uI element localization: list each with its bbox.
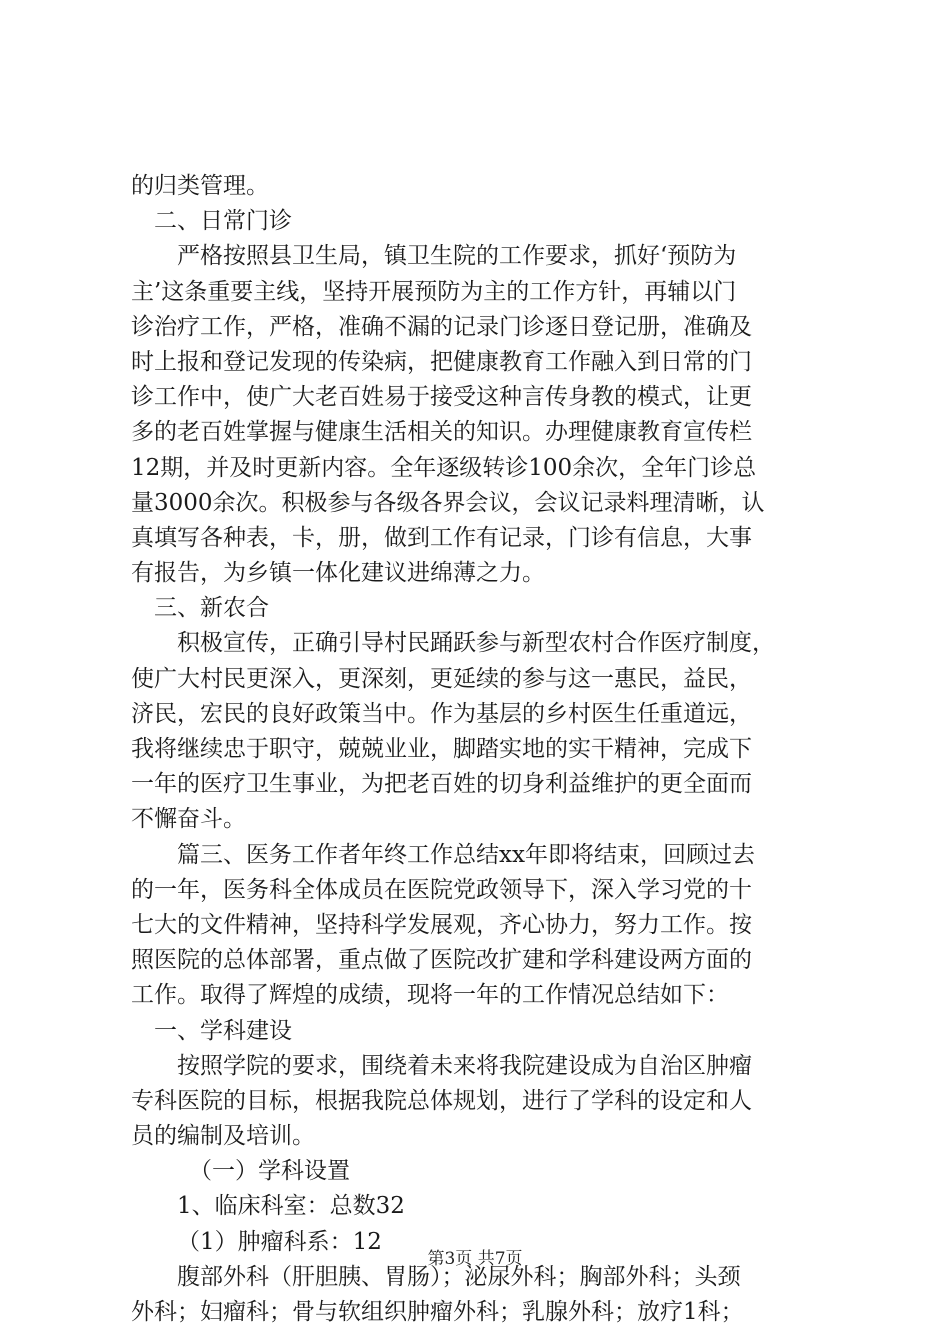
- list-item: 1、临床科室：总数32: [177, 1193, 405, 1220]
- body-line: 的归类管理。: [131, 173, 269, 199]
- paragraph-first-line: 腹部外科（肝胆胰、胃肠）；泌尿外科；胸部外科；头颈: [177, 1263, 741, 1290]
- page-number-footer: 第3页 共7页: [427, 1249, 523, 1269]
- body-line: 我将继续忠于职守，兢兢业业，脚踏实地的实干精神，完成下: [131, 736, 752, 762]
- body-line: 诊治疗工作，严格，准确不漏的记录门诊逐日登记册，准确及: [131, 313, 752, 340]
- body-line: 量3000余次。积极参与各级各界会议，会议记录料理清晰，认: [131, 489, 765, 516]
- body-line: 主’这条重要主线，坚持开展预防为主的工作方针，再辅以门: [131, 278, 737, 305]
- body-line: 12期，并及时更新内容。全年逐级转诊100余次，全年门诊总: [131, 454, 757, 481]
- document-body: [131, 169, 831, 1330]
- body-line: 多的老百姓掌握与健康生活相关的知识。办理健康教育宣传栏: [131, 419, 752, 446]
- paragraph-first-line: 积极宣传，正确引导村民踊跃参与新型农村合作医疗制度，: [177, 630, 775, 657]
- paragraph-first-line: 严格按照县卫生局，镇卫生院的工作要求，抓好‘预防为: [177, 243, 737, 270]
- body-line: 诊工作中，使广大老百姓易于接受这种言传身教的模式，让更: [131, 384, 752, 411]
- body-line: 时上报和登记发现的传染病，把健康教育工作融入到日常的门: [131, 348, 752, 375]
- body-line: 一年的医疗卫生事业，为把老百姓的切身利益维护的更全面而: [131, 771, 752, 798]
- section-heading: 三、新农合: [154, 595, 269, 622]
- body-line: 员的编制及培训。: [131, 1123, 315, 1150]
- body-line: 有报告，为乡镇一体化建议进绵薄之力。: [131, 560, 545, 587]
- body-line: 不懈奋斗。: [131, 806, 246, 833]
- paragraph-first-line: 篇三、医务工作者年终工作总结xx年即将结束，回顾过去: [177, 841, 755, 868]
- paragraph-first-line: 按照学院的要求，围绕着未来将我院建设成为自治区肿瘤: [177, 1052, 752, 1079]
- body-line: 的一年，医务科全体成员在医院党政领导下，深入学习党的十: [131, 876, 752, 903]
- section-heading: 一、学科建设: [154, 1017, 292, 1044]
- body-line: 七大的文件精神，坚持科学发展观，齐心协力，努力工作。按: [131, 911, 752, 938]
- list-item: （1）肿瘤科系：12: [177, 1228, 382, 1255]
- body-line: 专科医院的目标，根据我院总体规划，进行了学科的设定和人: [131, 1087, 752, 1114]
- body-line: 照医院的总体部署，重点做了医院改扩建和学科建设两方面的: [131, 947, 752, 974]
- section-heading: 二、日常门诊: [154, 208, 292, 235]
- subsection-heading: （一）学科设置: [189, 1158, 350, 1185]
- body-line: 外科；妇瘤科；骨与软组织肿瘤外科；乳腺外科；放疗1科；: [131, 1299, 744, 1325]
- body-line: 使广大村民更深入，更深刻，更延续的参与这一惠民，益民，: [131, 665, 752, 692]
- body-line: 济民，宏民的良好政策当中。作为基层的乡村医生任重道远，: [131, 700, 752, 727]
- body-line: 工作。取得了辉煌的成绩，现将一年的工作情况总结如下：: [131, 982, 729, 1009]
- body-line: 真填写各种表，卡，册，做到工作有记录，门诊有信息，大事: [131, 524, 752, 551]
